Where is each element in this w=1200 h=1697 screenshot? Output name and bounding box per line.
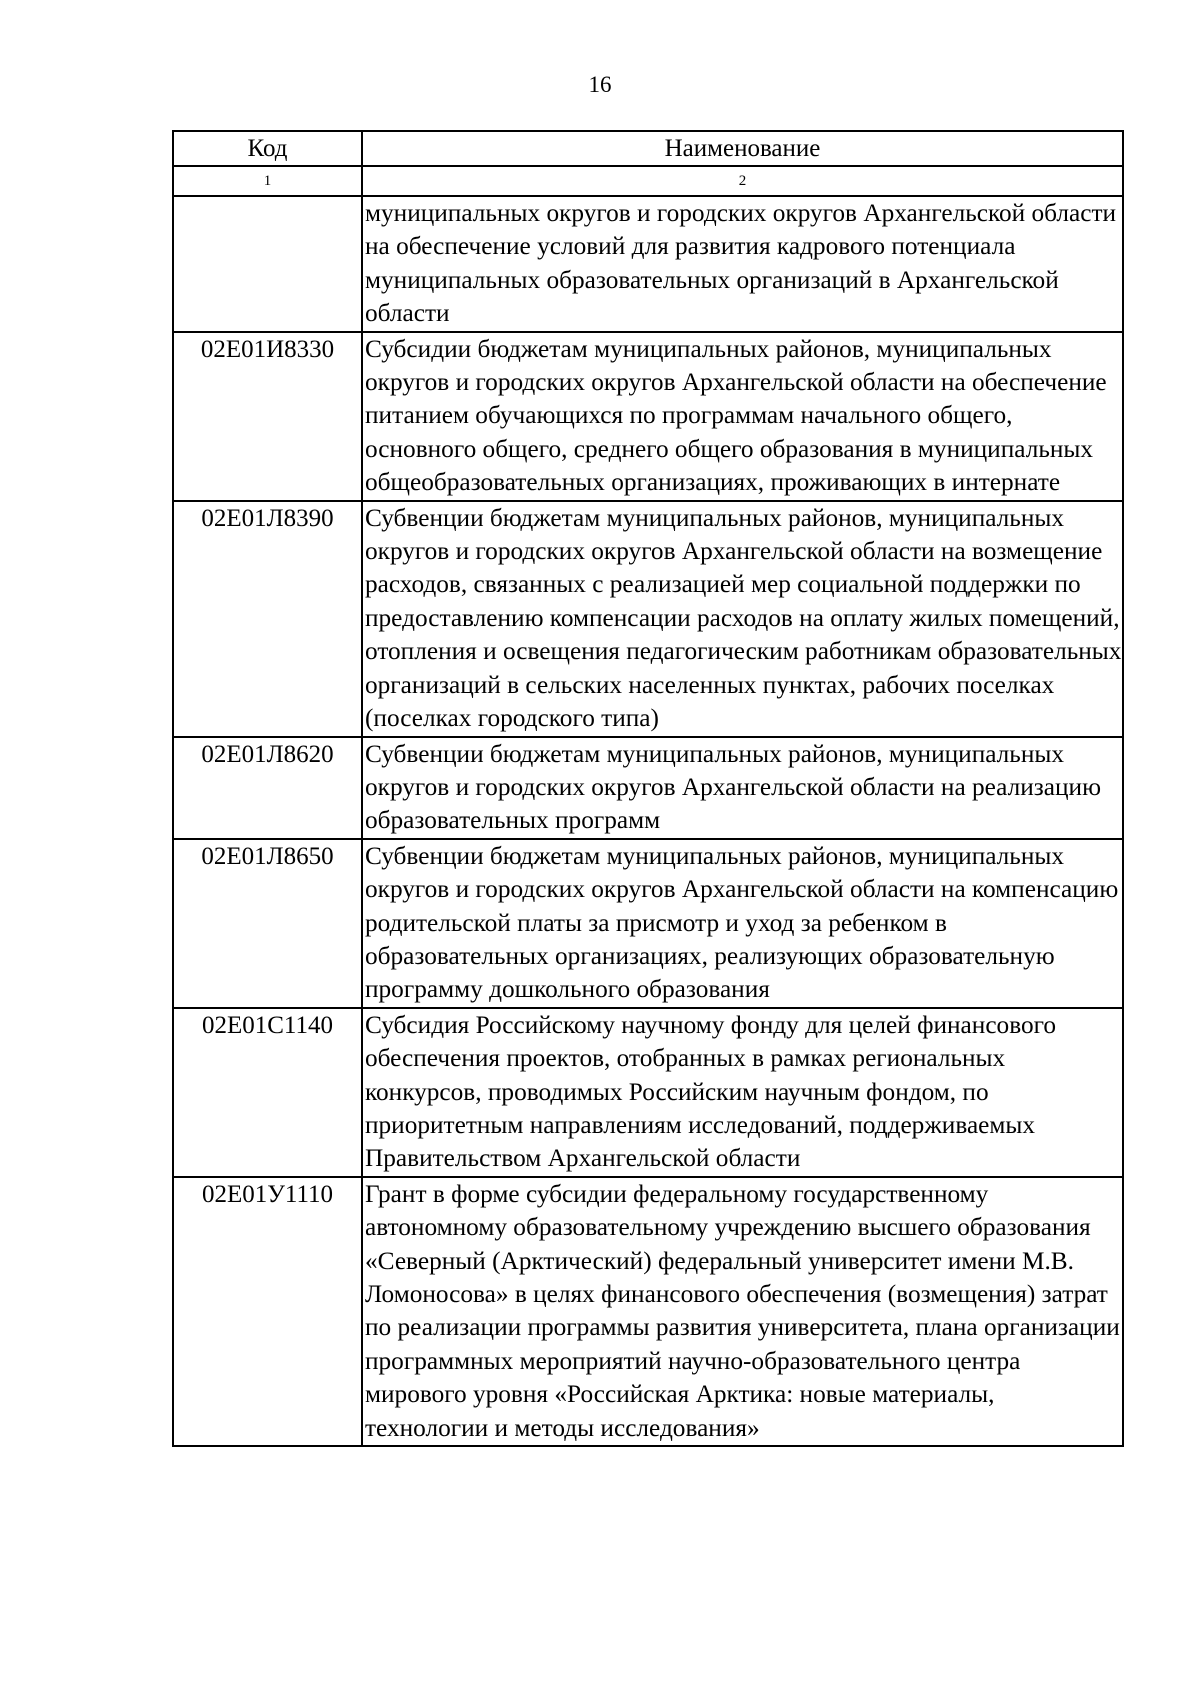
- row-name: Грант в форме субсидии федеральному государственному автономному образовательному учреждению высшего образования «Северный (Арктический) федеральный университет имени М.В. Ломоносова» в целях финансового обеспечения (возмещения) затрат по реализации программы развития университета, плана организации программных мероприятий научно-образовательного центра мирового уровня «Российская Арктика: новые материалы, технологии и методы исследования»: [362, 1177, 1123, 1446]
- row-code: [173, 196, 362, 332]
- row-name: Субвенции бюджетам муниципальных районов, муниципальных округов и городских округов Архангельской области на компенсацию родительской платы за присмотр и уход за ребенком в образовательных организациях, реализующих образовательную программу дошкольного образования: [362, 839, 1123, 1008]
- header-row: [173, 131, 1123, 166]
- page-number: 16: [588, 72, 612, 97]
- table-row: [173, 839, 1123, 1008]
- column-number-name: 2: [362, 166, 1123, 196]
- row-name: Субсидия Российскому научному фонду для целей финансового обеспечения проектов, отобранных в рамках региональных конкурсов, проводимых Российским научным фондом, по приоритетным направлениям исследований, поддерживаемых Правительством Архангельской области: [362, 1008, 1123, 1177]
- table-row: [173, 1177, 1123, 1446]
- table-row: [173, 737, 1123, 839]
- row-code: 02Е01Л8390: [173, 501, 362, 737]
- header-name: Наименование: [362, 131, 1123, 166]
- row-code: 02Е01И8330: [173, 332, 362, 501]
- row-code: 02Е01Л8620: [173, 737, 362, 839]
- column-number-code: 1: [173, 166, 362, 196]
- table-row: [173, 196, 1123, 332]
- table-row: [173, 501, 1123, 737]
- row-name: Субвенции бюджетам муниципальных районов, муниципальных округов и городских округов Архангельской области на возмещение расходов, связанных с реализацией мер социальной поддержки по предоставлению компенсации расходов на оплату жилых помещений, отопления и освещения педагогическим работникам образовательных организаций в сельских населенных пунктах, рабочих поселках (поселках городского типа): [362, 501, 1123, 737]
- row-name: муниципальных округов и городских округов Архангельской области на обеспечение условий для развития кадрового потенциала муниципальных образовательных организаций в Архангельской области: [362, 196, 1123, 332]
- header-code: Код: [173, 131, 362, 166]
- row-name: Субсидии бюджетам муниципальных районов, муниципальных округов и городских округов Архангельской области на обеспечение питанием обучающихся по программам начального общего, основного общего, среднего общего образования в муниципальных общеобразовательных организациях, проживающих в интернате: [362, 332, 1123, 501]
- budget-classification-table: [172, 130, 1124, 1447]
- row-code: 02Е01У1110: [173, 1177, 362, 1446]
- row-name: Субвенции бюджетам муниципальных районов, муниципальных округов и городских округов Архангельской области на реализацию образовательных программ: [362, 737, 1123, 839]
- row-code: 02Е01Л8650: [173, 839, 362, 1008]
- table-row: [173, 1008, 1123, 1177]
- column-number-row: [173, 166, 1123, 196]
- table-row: [173, 332, 1123, 501]
- row-code: 02Е01С1140: [173, 1008, 362, 1177]
